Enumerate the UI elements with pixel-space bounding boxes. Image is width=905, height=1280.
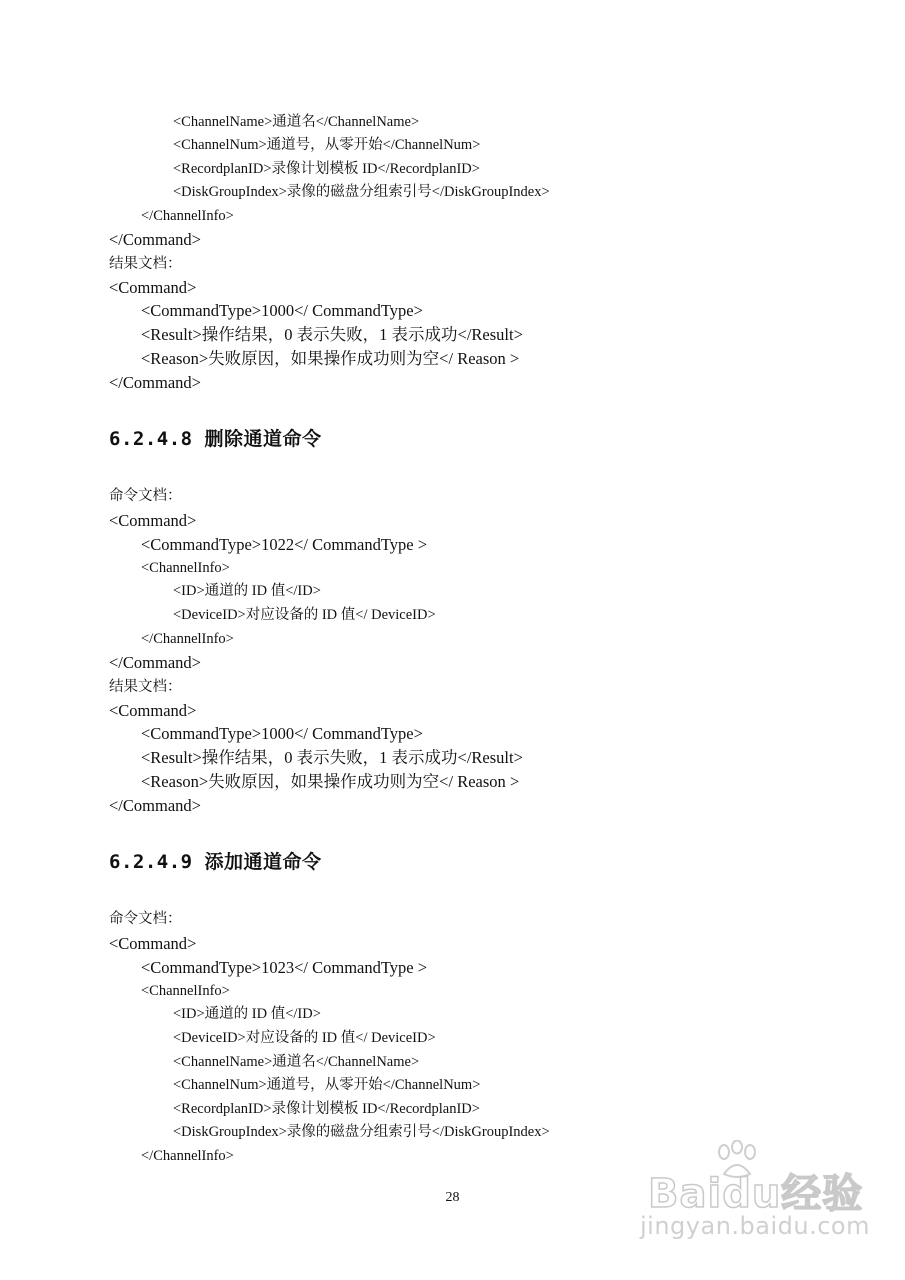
- document-line: <Reason>失败原因，如果操作成功则为空</ Reason >: [141, 772, 520, 791]
- document-line: <ChannelNum>通道号，从零开始</ChannelNum>: [173, 137, 481, 153]
- document-line: <ChannelInfo>: [141, 560, 230, 576]
- document-line: </Command>: [109, 796, 201, 815]
- document-line: <RecordplanID>录像计划模板 ID</RecordplanID>: [173, 161, 480, 177]
- document-line: <DeviceID>对应设备的 ID 值</ DeviceID>: [173, 1030, 436, 1046]
- document-line: <DiskGroupIndex>录像的磁盘分组索引号</DiskGroupIndex>: [173, 1124, 550, 1140]
- document-line: <DiskGroupIndex>录像的磁盘分组索引号</DiskGroupIndex>: [173, 184, 550, 200]
- document-line: <RecordplanID>录像计划模板 ID</RecordplanID>: [173, 1101, 480, 1117]
- document-line: 结果文档：: [109, 679, 182, 695]
- document-line: <ChannelName>通道名</ChannelName>: [173, 1054, 420, 1070]
- document-line: <CommandType>1022</ CommandType >: [141, 535, 428, 554]
- document-line: </Command>: [109, 653, 201, 672]
- section-heading: 6.2.4.9 添加通道命令: [109, 851, 322, 873]
- document-line: <DeviceID>对应设备的 ID 值</ DeviceID>: [173, 607, 436, 623]
- document-line: <Command>: [109, 934, 197, 953]
- page-number: 28: [445, 1190, 460, 1205]
- document-line: <Command>: [109, 511, 197, 530]
- document-line: <ChannelInfo>: [141, 983, 230, 999]
- section-heading: 6.2.4.8 删除通道命令: [109, 428, 322, 450]
- document-line: </Command>: [109, 373, 201, 392]
- document-line: 命令文档：: [109, 488, 182, 504]
- document-line: <ChannelName>通道名</ChannelName>: [173, 114, 420, 130]
- document-line: <Command>: [109, 278, 197, 297]
- document-line: <Result>操作结果，0 表示失败，1 表示成功</Result>: [141, 748, 523, 767]
- document-line: <CommandType>1000</ CommandType>: [141, 301, 423, 320]
- document-line: </ChannelInfo>: [141, 1148, 234, 1164]
- document-line: <CommandType>1000</ CommandType>: [141, 724, 423, 743]
- watermark-url-text: jingyan.baidu.com: [640, 1212, 870, 1240]
- watermark-main-text: Baidu经验: [648, 1171, 864, 1217]
- document-line: <ID>通道的 ID 值</ID>: [173, 1006, 321, 1022]
- document-line: </Command>: [109, 230, 201, 249]
- document-line: <CommandType>1023</ CommandType >: [141, 958, 428, 977]
- document-line: </ChannelInfo>: [141, 631, 234, 647]
- document-line: </ChannelInfo>: [141, 208, 234, 224]
- document-line: <Command>: [109, 701, 197, 720]
- document-line: <ID>通道的 ID 值</ID>: [173, 583, 321, 599]
- document-line: 命令文档：: [109, 911, 182, 927]
- document-line: <ChannelNum>通道号，从零开始</ChannelNum>: [173, 1077, 481, 1093]
- baidu-jingyan-watermark: [640, 1140, 890, 1250]
- document-line: 结果文档：: [109, 256, 182, 272]
- document-line: <Reason>失败原因，如果操作成功则为空</ Reason >: [141, 349, 520, 368]
- document-line: <Result>操作结果，0 表示失败，1 表示成功</Result>: [141, 325, 523, 344]
